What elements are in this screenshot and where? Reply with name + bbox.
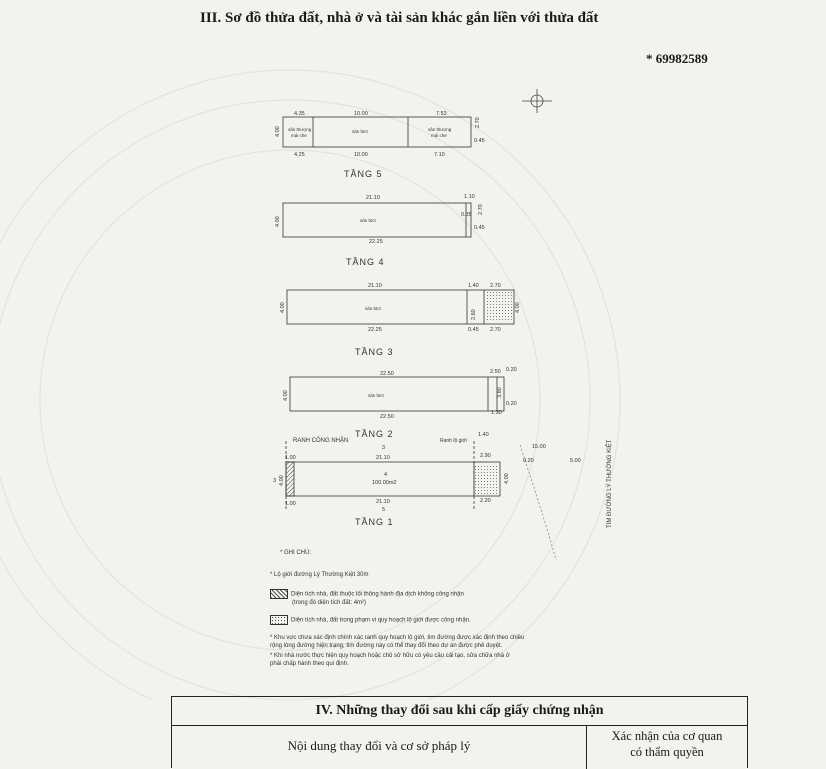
f4-bottom-dim-text: 22.25: [369, 239, 383, 245]
legend-note: * Khu vực chưa xác định chính xác ranh quy hoạch lộ giới, tim đường được xác định theo chiều: [270, 635, 525, 641]
changes-column-header: Nội dung thay đổi và cơ sở pháp lý: [172, 726, 587, 769]
f1-parcel-no: 4: [384, 472, 388, 478]
f5-room-left: mái che: [291, 133, 307, 138]
f3-right-dim: 2.60: [471, 309, 477, 320]
legend-title: * GHI CHÚ:: [280, 550, 312, 556]
legend-item: (trong đó diện tích đất: 4m²): [292, 600, 367, 606]
legend-note: phải chấp hành theo qui định.: [270, 661, 349, 667]
f2-top-dim: 2.50: [490, 369, 501, 375]
f3-right-dim: 4.00: [515, 302, 521, 313]
f5-right-dim: 0.45: [474, 138, 485, 144]
f3-room: sàn btct: [365, 306, 381, 311]
f1-bottom-dim: 1.00: [285, 501, 296, 507]
f1-bottom-dim: 2.20: [480, 498, 491, 504]
f1-right-dim: 5.00: [570, 458, 581, 464]
street-center-label: TIM ĐƯỜNG LÝ THƯỜNG KIỆT: [607, 439, 613, 528]
f1-right-dim: 4.00: [504, 473, 510, 484]
f2-top-dim: 22.50: [380, 371, 394, 377]
f5-bottom-dim: 4.25: [294, 152, 305, 158]
f2-bottom-dim: 1.30: [491, 410, 502, 416]
floor-1-plan: [286, 441, 556, 560]
f3-bottom-dim: 22.25: [368, 327, 382, 333]
f2-side-dim: 4.00: [283, 390, 289, 401]
floor-4-plan: [283, 203, 471, 237]
f2-right-dim: 3.80: [497, 387, 503, 398]
f3-bottom-dim: 0.45: [468, 327, 479, 333]
f2-bottom-dim: 22.50: [380, 414, 394, 420]
f4-top-dim: 1.10: [464, 194, 475, 200]
floor-4-label: TẦNG 4: [346, 257, 385, 267]
f5-room-right: sân thượng: [428, 127, 452, 132]
f1-bottom-dim: 21.10: [376, 499, 390, 505]
f2-room: sàn btct: [368, 393, 384, 398]
f5-top-dim: 4.35: [294, 111, 305, 117]
f1-side-dim: 4.00: [279, 475, 285, 486]
f1-top-dim: 21.10: [376, 455, 390, 461]
floor-2-plan: [290, 377, 504, 411]
f1-left-dim: 3: [273, 478, 277, 484]
ranh-cong-nhan-label: RANH CÔNG NHẬN: [293, 438, 349, 444]
dots-swatch: [270, 615, 288, 625]
f1-area: 100.00m2: [372, 480, 397, 486]
hatch-swatch: [270, 589, 288, 599]
f5-top-dim: 10.00: [354, 111, 368, 117]
f2-top-dim: 0.20: [506, 367, 517, 373]
legend-item: * Lộ giới đường Lý Thường Kiệt 30m: [270, 572, 369, 578]
ranh-qh-label: Ranh lộ giới: [440, 438, 467, 444]
floor-3-plan: [287, 290, 514, 324]
section-iv-table: [171, 696, 748, 768]
authority-column-header: Xác nhận của cơ quan có thẩm quyền: [611, 729, 723, 759]
f1-corner-bottom: 5: [382, 507, 386, 513]
f1-right-dim: 0.20: [523, 458, 534, 464]
legend-item: Diện tích nhà, đất trong phạm vi quy hoạch lộ giới được công nhận.: [270, 615, 471, 625]
f4-room: sàn btct: [360, 218, 376, 223]
f5-room-right: mái che: [431, 133, 447, 138]
f4-side-dim: 4.00: [275, 216, 281, 227]
f3-bottom-dim: 2.70: [490, 327, 501, 333]
legend-item: Diện tích nhà, đất thuộc lối thông hành địa dịch không công nhận: [270, 589, 464, 599]
f5-room-left: sân thượng: [288, 127, 312, 132]
f1-top-dim: 1.40: [478, 432, 489, 438]
f1-top-dim: 1.00: [285, 455, 296, 461]
floor-5-label: TẦNG 5: [344, 169, 383, 179]
floor-2-label: TẦNG 2: [355, 429, 394, 439]
f5-right-dim: 2.70: [475, 117, 481, 128]
f5-bottom-dim: 10.00: [354, 152, 368, 158]
legend-note: rộng lòng đường hiện trạng, tim đường này có thể thay đổi theo dự án được phê duyệt.: [270, 643, 503, 649]
f2-right-dim: 0.20: [506, 401, 517, 407]
f5-top-dim: 7.53: [436, 111, 447, 117]
floor-3-label: TẦNG 3: [355, 347, 394, 357]
f3-side-dim: 4.00: [280, 302, 286, 313]
north-arrow-icon: [522, 89, 552, 113]
f3-top-dim: 1.40: [468, 283, 479, 289]
f1-corner-top: 3: [382, 445, 386, 451]
f1-top-dim: 2.90: [480, 453, 491, 459]
legend-note: * Khi nhà nước thực hiện quy hoạch hoặc chủ sở hữu có yêu cầu cải tạo, sửa chữa nhà ở: [270, 653, 510, 659]
f4-right-dim: 0.45: [474, 225, 485, 231]
section-iv-title: IV. Những thay đổi sau khi cấp giấy chứng nhận: [172, 697, 747, 726]
section-iii-title: III. Sơ đồ thửa đất, nhà ở và tài sản khác gắn liền với thửa đất: [200, 10, 599, 26]
document-code: * 69982589: [646, 51, 708, 66]
floor-1-label: TẦNG 1: [355, 517, 394, 527]
f1-right-dim: 15.00: [532, 444, 546, 450]
f5-side-dim: 4.00: [275, 126, 281, 137]
f5-bottom-dim: 7.10: [434, 152, 445, 158]
f4-top-dim: 21.10: [366, 195, 380, 201]
f4-right-dim: 2.70: [478, 204, 484, 215]
f4-right-dim: 0.35: [461, 212, 472, 218]
f5-room-mid: sàn btct: [352, 129, 368, 134]
f3-top-dim: 2.70: [490, 283, 501, 289]
f3-top-dim: 21.10: [368, 283, 382, 289]
